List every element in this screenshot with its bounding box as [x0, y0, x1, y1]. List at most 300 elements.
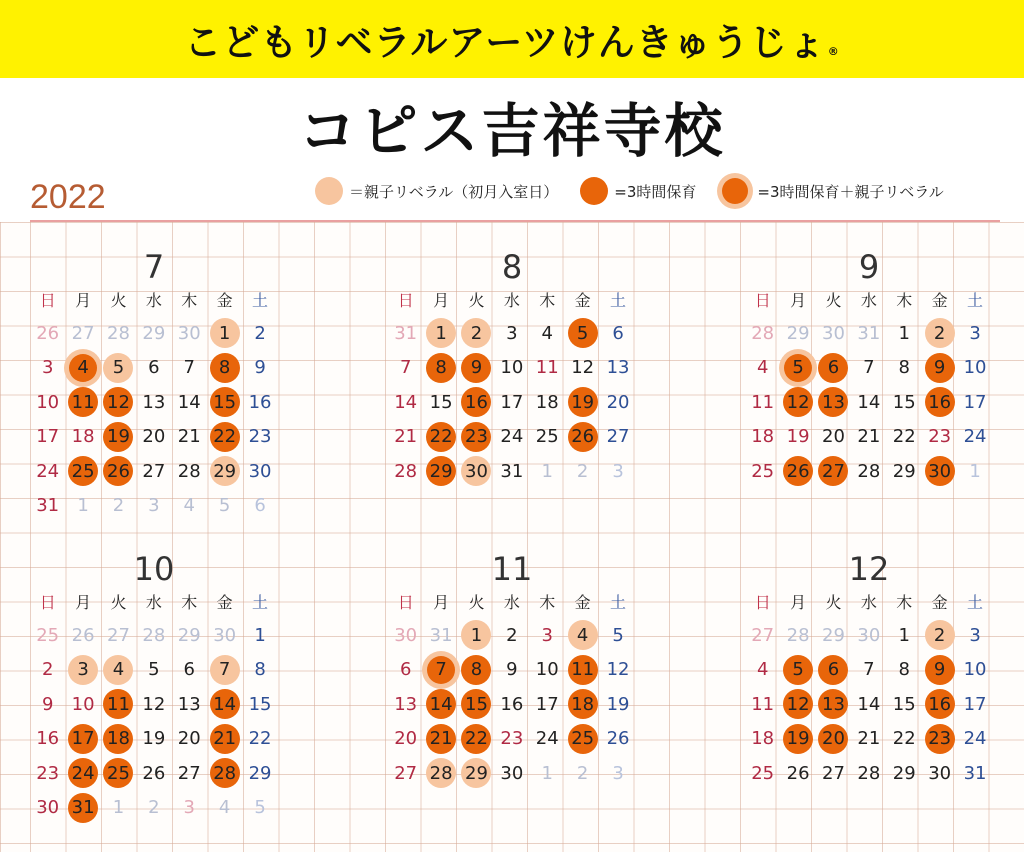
day-cell	[242, 316, 277, 351]
day-number: 30	[36, 797, 60, 819]
day-cell	[388, 385, 423, 420]
day-number: 10	[500, 357, 524, 379]
week-row	[388, 351, 636, 386]
day-number: 1	[470, 624, 483, 646]
week-row	[30, 653, 278, 688]
day-number: 26	[606, 728, 630, 750]
day-cell	[816, 420, 851, 455]
day-number: 31	[500, 460, 524, 482]
day-number: 3	[183, 797, 195, 819]
day-cell	[851, 385, 886, 420]
day-number: 2	[933, 624, 946, 646]
day-cell	[565, 454, 600, 489]
day-cell	[600, 385, 635, 420]
day-cell	[459, 351, 494, 386]
weekday-label: 月	[75, 593, 92, 612]
day-number: 14	[429, 693, 453, 715]
day-cell	[30, 454, 65, 489]
day-cell	[242, 687, 277, 722]
day-number: 22	[892, 426, 916, 448]
weekday-header	[30, 288, 278, 311]
day-number: 5	[612, 624, 624, 646]
day-number: 29	[786, 322, 810, 344]
day-number: 28	[857, 762, 881, 784]
day-number: 27	[822, 460, 845, 482]
month-label: 9	[858, 248, 880, 286]
day-cell	[30, 385, 65, 420]
day-cell	[388, 316, 423, 351]
day-number: 17	[500, 391, 524, 413]
day-cell	[172, 351, 207, 386]
day-number: 30	[928, 460, 952, 482]
weekday-label: 火	[110, 291, 127, 310]
day-number: 10	[963, 357, 987, 379]
day-number: 1	[541, 762, 553, 784]
week-row	[30, 618, 278, 653]
day-cell	[101, 722, 136, 757]
day-cell	[922, 722, 957, 757]
day-cell	[745, 420, 780, 455]
day-number: 12	[606, 659, 630, 681]
day-cell	[780, 756, 815, 791]
day-cell	[30, 653, 65, 688]
day-number: 15	[248, 693, 272, 715]
day-cell	[530, 653, 565, 688]
day-cell	[65, 385, 100, 420]
school-title: コピス吉祥寺校	[298, 97, 726, 165]
day-cell	[816, 351, 851, 386]
day-cell	[565, 420, 600, 455]
day-number: 29	[248, 762, 272, 784]
day-cell	[242, 653, 277, 688]
day-number: 23	[465, 426, 488, 448]
weekday-label: 金	[216, 593, 233, 612]
day-cell	[780, 653, 815, 688]
day-cell	[423, 722, 458, 757]
day-number: 10	[36, 391, 60, 413]
day-number: 27	[822, 762, 845, 784]
day-cell	[887, 385, 922, 420]
weekday-label: 火	[468, 593, 485, 612]
day-cell	[565, 687, 600, 722]
day-number: 2	[506, 624, 518, 646]
day-cell	[136, 385, 171, 420]
day-number: 24	[71, 762, 95, 784]
day-number: 27	[71, 322, 95, 344]
day-cell	[816, 454, 851, 489]
day-number: 25	[535, 426, 559, 448]
weekday-label: 木	[539, 291, 556, 310]
header-banner	[0, 0, 1024, 78]
day-number: 22	[465, 728, 488, 750]
day-cell	[600, 687, 635, 722]
day-number: 6	[254, 495, 266, 517]
day-cell	[207, 722, 242, 757]
day-number: 29	[892, 460, 916, 482]
day-cell	[494, 687, 529, 722]
day-cell	[136, 653, 171, 688]
logo	[184, 12, 840, 66]
day-cell	[816, 385, 851, 420]
day-cell	[65, 722, 100, 757]
week-row	[30, 454, 278, 489]
day-number: 27	[606, 426, 630, 448]
day-cell	[172, 316, 207, 351]
month-label: 11	[491, 550, 533, 588]
weekday-label: 土	[610, 593, 627, 612]
week-row	[745, 385, 993, 420]
day-number: 30	[928, 762, 952, 784]
day-number: 28	[177, 460, 201, 482]
day-number: 17	[963, 391, 987, 413]
day-number: 4	[576, 624, 589, 646]
weekday-label: 水	[860, 291, 877, 310]
legend-dark-label: =3時間保育	[614, 182, 697, 201]
day-number: 18	[107, 728, 130, 750]
day-number: 9	[933, 659, 946, 681]
day-cell	[101, 420, 136, 455]
day-number: 23	[248, 426, 272, 448]
day-cell	[600, 722, 635, 757]
day-number: 20	[822, 728, 845, 750]
day-number: 3	[541, 624, 553, 646]
day-cell	[207, 420, 242, 455]
day-number: 29	[177, 624, 201, 646]
light-circle-icon	[315, 177, 343, 205]
day-number: 29	[429, 460, 453, 482]
week-row	[30, 420, 278, 455]
day-cell	[172, 489, 207, 524]
day-number: 31	[36, 495, 60, 517]
day-cell	[136, 722, 171, 757]
day-cell	[780, 454, 815, 489]
day-cell	[207, 351, 242, 386]
day-cell	[887, 420, 922, 455]
day-number: 4	[77, 357, 89, 379]
day-cell	[242, 385, 277, 420]
day-cell	[565, 756, 600, 791]
day-number: 19	[606, 693, 630, 715]
day-number: 3	[506, 322, 518, 344]
week-row	[30, 791, 278, 826]
day-number: 15	[465, 693, 488, 715]
day-number: 6	[399, 659, 412, 681]
day-cell	[565, 653, 600, 688]
day-cell	[887, 756, 922, 791]
day-number: 14	[213, 693, 237, 715]
day-number: 8	[435, 357, 447, 379]
day-number: 23	[500, 728, 524, 750]
weekday-label: 金	[574, 593, 591, 612]
day-cell	[242, 756, 277, 791]
day-number: 11	[751, 391, 775, 413]
day-cell	[494, 454, 529, 489]
day-cell	[816, 756, 851, 791]
day-cell	[851, 454, 886, 489]
day-number: 27	[751, 624, 775, 646]
day-cell	[136, 756, 171, 791]
day-number: 9	[41, 693, 54, 715]
day-cell	[957, 618, 992, 653]
weekday-label: 水	[860, 593, 877, 612]
weekday-label: 金	[574, 291, 591, 310]
day-cell	[565, 351, 600, 386]
day-cell	[423, 687, 458, 722]
week-row	[745, 351, 993, 386]
weekday-label: 土	[967, 291, 984, 310]
day-cell	[494, 756, 529, 791]
day-cell	[101, 756, 136, 791]
day-number: 25	[71, 460, 95, 482]
day-number: 8	[254, 659, 266, 681]
weekday-header	[30, 590, 278, 613]
day-number: 24	[36, 460, 60, 482]
day-cell	[423, 756, 458, 791]
day-number: 26	[142, 762, 166, 784]
weekday-label: 水	[145, 291, 162, 310]
day-cell	[494, 351, 529, 386]
day-cell	[957, 420, 992, 455]
day-number: 25	[751, 762, 775, 784]
weekday-label: 日	[39, 593, 56, 612]
day-cell	[242, 454, 277, 489]
weekday-label: 日	[397, 291, 414, 310]
day-number: 25	[107, 762, 130, 784]
day-number: 11	[535, 357, 559, 379]
day-cell	[530, 420, 565, 455]
day-cell	[423, 316, 458, 351]
day-cell	[423, 351, 458, 386]
day-cell	[136, 316, 171, 351]
year-label: 2022	[30, 178, 106, 216]
day-cell	[745, 722, 780, 757]
day-number: 16	[465, 391, 488, 413]
day-cell	[172, 687, 207, 722]
day-number: 6	[148, 357, 160, 379]
day-cell	[600, 653, 635, 688]
day-number: 28	[394, 460, 418, 482]
day-cell	[459, 618, 494, 653]
day-number: 15	[213, 391, 237, 413]
day-number: 5	[792, 659, 804, 681]
day-cell	[388, 420, 423, 455]
day-cell	[600, 618, 635, 653]
day-number: 16	[928, 693, 952, 715]
day-cell	[388, 722, 423, 757]
day-number: 14	[857, 693, 881, 715]
day-number: 11	[751, 693, 775, 715]
day-number: 13	[822, 693, 845, 715]
day-number: 2	[933, 322, 946, 344]
day-cell	[922, 351, 957, 386]
day-cell	[887, 722, 922, 757]
day-cell	[136, 420, 171, 455]
day-number: 18	[535, 391, 559, 413]
day-cell	[207, 618, 242, 653]
day-cell	[172, 722, 207, 757]
weekday-label: 木	[181, 291, 198, 310]
day-cell	[207, 687, 242, 722]
day-cell	[459, 756, 494, 791]
weekday-header	[745, 288, 993, 311]
day-number: 1	[77, 495, 89, 517]
weekday-label: 日	[754, 291, 771, 310]
week-row	[745, 756, 993, 791]
day-number: 2	[576, 762, 589, 784]
day-number: 20	[394, 728, 418, 750]
day-cell	[565, 618, 600, 653]
day-number: 21	[857, 426, 881, 448]
day-cell	[172, 618, 207, 653]
day-number: 21	[177, 426, 201, 448]
day-cell	[459, 316, 494, 351]
day-cell	[494, 722, 529, 757]
day-number: 8	[470, 659, 483, 681]
day-number: 17	[71, 728, 95, 750]
day-cell	[957, 756, 992, 791]
day-number: 20	[606, 391, 630, 413]
day-cell	[65, 653, 100, 688]
day-cell	[600, 420, 635, 455]
day-cell	[494, 316, 529, 351]
day-cell	[565, 722, 600, 757]
day-number: 7	[399, 357, 412, 379]
day-cell	[957, 316, 992, 351]
day-cell	[172, 756, 207, 791]
day-cell	[816, 618, 851, 653]
day-cell	[65, 351, 100, 386]
day-number: 8	[898, 659, 910, 681]
day-cell	[65, 454, 100, 489]
day-cell	[957, 653, 992, 688]
day-cell	[65, 791, 100, 826]
day-number: 1	[254, 624, 266, 646]
day-cell	[136, 618, 171, 653]
day-number: 11	[107, 693, 130, 715]
week-row	[30, 351, 278, 386]
day-number: 29	[822, 624, 845, 646]
day-cell	[30, 687, 65, 722]
day-cell	[816, 722, 851, 757]
day-cell	[600, 756, 635, 791]
day-cell	[851, 316, 886, 351]
day-number: 15	[429, 391, 453, 413]
day-number: 10	[535, 659, 559, 681]
day-number: 3	[612, 460, 624, 482]
day-number: 5	[148, 659, 160, 681]
weekday-label: 金	[931, 593, 948, 612]
weekday-label: 土	[252, 291, 269, 310]
day-number: 3	[77, 659, 89, 681]
day-number: 21	[213, 728, 237, 750]
legend-item-light	[315, 177, 558, 205]
weekday-label: 木	[896, 593, 913, 612]
day-number: 4	[112, 659, 125, 681]
day-number: 12	[107, 391, 130, 413]
day-cell	[388, 756, 423, 791]
week-row	[30, 385, 278, 420]
day-number: 1	[898, 624, 910, 646]
day-number: 28	[786, 624, 810, 646]
day-number: 29	[142, 322, 166, 344]
day-number: 30	[857, 624, 881, 646]
day-number: 29	[465, 762, 488, 784]
week-row	[745, 420, 993, 455]
day-cell	[745, 351, 780, 386]
day-number: 30	[822, 322, 845, 344]
day-cell	[745, 385, 780, 420]
day-number: 5	[218, 495, 231, 517]
day-cell	[530, 351, 565, 386]
day-number: 19	[107, 426, 130, 448]
weekday-label: 土	[252, 593, 269, 612]
week-row	[388, 316, 636, 351]
day-number: 3	[612, 762, 624, 784]
day-cell	[780, 420, 815, 455]
day-number: 12	[786, 391, 810, 413]
day-cell	[957, 351, 992, 386]
day-cell	[530, 385, 565, 420]
week-row	[745, 316, 993, 351]
day-cell	[242, 489, 277, 524]
day-cell	[780, 722, 815, 757]
day-cell	[388, 618, 423, 653]
day-number: 27	[107, 624, 130, 646]
day-number: 19	[142, 728, 166, 750]
day-cell	[922, 687, 957, 722]
day-number: 30	[465, 460, 488, 482]
day-cell	[600, 351, 635, 386]
day-cell	[957, 687, 992, 722]
divider	[30, 220, 1000, 222]
day-number: 26	[786, 762, 810, 784]
day-number: 31	[71, 797, 95, 819]
day-number: 30	[248, 460, 272, 482]
day-number: 13	[822, 391, 845, 413]
weekday-label: 水	[503, 291, 520, 310]
day-cell	[459, 454, 494, 489]
day-number: 26	[786, 460, 810, 482]
day-cell	[494, 385, 529, 420]
day-number: 18	[571, 693, 595, 715]
day-cell	[136, 454, 171, 489]
week-row	[388, 687, 636, 722]
day-cell	[242, 722, 277, 757]
day-number: 1	[112, 797, 125, 819]
weekday-label: 火	[110, 593, 127, 612]
day-number: 15	[892, 693, 916, 715]
weekday-header	[388, 288, 636, 311]
day-number: 3	[41, 357, 54, 379]
day-number: 1	[435, 322, 447, 344]
week-row	[388, 653, 636, 688]
legend-light-label: ＝親子リベラル（初月入室日）	[349, 182, 559, 201]
day-number: 4	[756, 357, 769, 379]
day-number: 12	[142, 693, 166, 715]
day-cell	[65, 687, 100, 722]
day-cell	[136, 687, 171, 722]
day-number: 21	[394, 426, 418, 448]
day-cell	[851, 653, 886, 688]
day-number: 14	[857, 391, 881, 413]
day-cell	[780, 687, 815, 722]
day-cell	[136, 489, 171, 524]
day-cell	[887, 618, 922, 653]
weekday-label: 火	[468, 291, 485, 310]
day-number: 24	[500, 426, 524, 448]
day-number: 16	[248, 391, 272, 413]
day-number: 11	[571, 659, 595, 681]
